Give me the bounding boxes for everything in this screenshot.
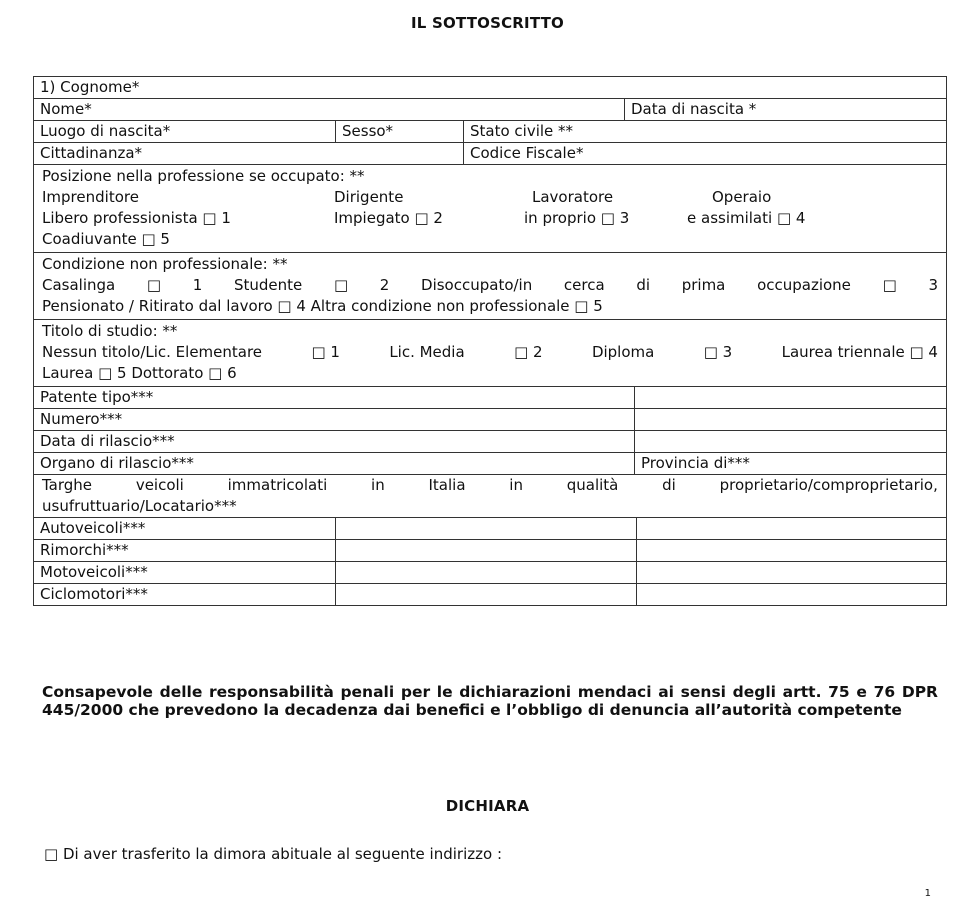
ciclomotori-label: Ciclomotori*** bbox=[34, 584, 336, 605]
row-numero bbox=[34, 409, 946, 431]
row-targhe bbox=[34, 475, 946, 518]
row-autoveicoli bbox=[34, 518, 946, 540]
row-titolo-studio bbox=[34, 320, 946, 387]
non-professionale-line-2[interactable]: Pensionato / Ritirato dal lavoro □ 4 Altra condizione non professionale □ 5 bbox=[42, 297, 603, 315]
autoveicoli-plate-2[interactable] bbox=[637, 518, 946, 539]
organo-rilascio-field[interactable]: Organo di rilascio*** bbox=[34, 453, 635, 474]
luogo-nascita-field[interactable]: Luogo di nascita* bbox=[34, 121, 336, 142]
provincia-field[interactable]: Provincia di*** bbox=[641, 454, 750, 472]
professione-line-1 bbox=[42, 187, 938, 208]
row-rimorchi bbox=[34, 540, 946, 562]
row-professione bbox=[34, 165, 946, 253]
page-number: 1 bbox=[924, 888, 931, 899]
word: qualità bbox=[566, 476, 619, 494]
word: Italia bbox=[428, 476, 466, 494]
stato-civile-field[interactable]: Stato civile ** bbox=[470, 122, 574, 140]
row-luogo bbox=[34, 121, 946, 143]
checkbox-icon[interactable]: □ bbox=[333, 276, 349, 294]
option-libero-professionista[interactable]: Libero professionista □ 1 bbox=[42, 209, 231, 227]
row-cittadinanza bbox=[34, 143, 946, 165]
motoveicoli-plate-2[interactable] bbox=[637, 562, 946, 583]
nome-field[interactable]: Nome* bbox=[34, 99, 625, 120]
non-professionale-block bbox=[34, 253, 946, 319]
label-operaio: Operaio bbox=[712, 188, 772, 206]
titolo-studio-block bbox=[34, 320, 946, 386]
motoveicoli-label: Motoveicoli*** bbox=[34, 562, 336, 583]
data-rilascio-value[interactable] bbox=[635, 431, 946, 452]
professione-line-2 bbox=[42, 208, 938, 229]
dichiara-heading: DICHIARA bbox=[445, 797, 530, 815]
option-impiegato[interactable]: Impiegato □ 2 bbox=[334, 209, 443, 227]
word: immatricolati bbox=[227, 476, 328, 494]
numero-value[interactable] bbox=[635, 409, 946, 430]
word: di bbox=[662, 476, 676, 494]
non-professionale-line-1 bbox=[42, 275, 938, 296]
row-organo-rilascio bbox=[34, 453, 946, 475]
option-diploma: Diploma bbox=[591, 343, 655, 361]
ciclomotori-plate-2[interactable] bbox=[637, 584, 946, 605]
cognome-field[interactable]: 1) Cognome* bbox=[40, 78, 140, 96]
ciclomotori-plate-1[interactable] bbox=[336, 584, 637, 605]
word: Studente bbox=[233, 276, 303, 294]
targhe-block bbox=[34, 475, 946, 517]
label-imprenditore: Imprenditore bbox=[42, 188, 139, 206]
option-nessun-titolo: Nessun titolo/Lic. Elementare bbox=[42, 343, 263, 361]
checkbox-3[interactable]: □ 3 bbox=[703, 343, 733, 361]
rimorchi-plate-2[interactable] bbox=[637, 540, 946, 561]
autoveicoli-plate-1[interactable] bbox=[336, 518, 637, 539]
data-rilascio-field[interactable]: Data di rilascio*** bbox=[34, 431, 635, 452]
word: 3 bbox=[928, 276, 938, 294]
word: occupazione bbox=[757, 276, 851, 294]
data-nascita-field[interactable]: Data di nascita * bbox=[631, 100, 757, 118]
word: in bbox=[371, 476, 385, 494]
declaration-paragraph: Consapevole delle responsabilità penali per le dichiarazioni mendaci ai sensi degli artt. 75 e 76 DPR 445/2000 che prevedono la decadenza dai benefici e l’obbligo di denuncia all’autorità competente bbox=[42, 683, 938, 719]
sesso-field[interactable]: Sesso* bbox=[336, 121, 464, 142]
word: prima bbox=[681, 276, 726, 294]
word: 1 bbox=[192, 276, 203, 294]
targhe-heading-line-1 bbox=[42, 475, 938, 496]
label-dirigente: Dirigente bbox=[334, 188, 404, 206]
row-non-professionale bbox=[34, 253, 946, 320]
word: Disoccupato/in bbox=[421, 276, 533, 294]
word: cerca bbox=[563, 276, 605, 294]
non-professionale-heading: Condizione non professionale: ** bbox=[42, 255, 288, 273]
checkbox-icon[interactable]: □ bbox=[146, 276, 162, 294]
form-title: IL SOTTOSCRITTO bbox=[411, 14, 564, 32]
checkbox-1[interactable]: □ 1 bbox=[311, 343, 340, 361]
rimorchi-plate-1[interactable] bbox=[336, 540, 637, 561]
word: veicoli bbox=[135, 476, 184, 494]
professione-block bbox=[34, 165, 946, 252]
row-data-rilascio bbox=[34, 431, 946, 453]
checkbox-icon[interactable]: □ bbox=[882, 276, 897, 294]
word: 2 bbox=[379, 276, 390, 294]
titolo-studio-line-1 bbox=[42, 342, 938, 363]
word: di bbox=[636, 276, 651, 294]
targhe-heading-line-2: usufruttuario/Locatario*** bbox=[42, 497, 237, 515]
rimorchi-label: Rimorchi*** bbox=[34, 540, 336, 561]
word: in bbox=[509, 476, 523, 494]
option-e-assimilati[interactable]: e assimilati □ 4 bbox=[687, 209, 806, 227]
patente-tipo-field[interactable]: Patente tipo*** bbox=[34, 387, 635, 408]
cittadinanza-field[interactable]: Cittadinanza* bbox=[34, 143, 464, 164]
titolo-studio-heading: Titolo di studio: ** bbox=[42, 322, 178, 340]
applicant-form bbox=[33, 76, 947, 606]
row-cognome bbox=[34, 77, 946, 99]
row-patente-tipo bbox=[34, 387, 946, 409]
word: Targhe bbox=[42, 476, 93, 494]
option-lic-media: Lic. Media bbox=[389, 343, 465, 361]
autoveicoli-label: Autoveicoli*** bbox=[34, 518, 336, 539]
row-motoveicoli bbox=[34, 562, 946, 584]
word: proprietario/comproprietario, bbox=[719, 476, 938, 494]
codice-fiscale-field[interactable]: Codice Fiscale* bbox=[470, 144, 584, 162]
row-ciclomotori bbox=[34, 584, 946, 605]
option-laurea-triennale[interactable]: Laurea triennale □ 4 bbox=[781, 343, 938, 361]
option-coadiuvante[interactable]: Coadiuvante □ 5 bbox=[42, 230, 170, 248]
option-dimora-checkbox[interactable]: □ Di aver trasferito la dimora abituale al seguente indirizzo : bbox=[44, 845, 502, 863]
motoveicoli-plate-1[interactable] bbox=[336, 562, 637, 583]
numero-field[interactable]: Numero*** bbox=[34, 409, 635, 430]
professione-heading: Posizione nella professione se occupato: ** bbox=[42, 167, 365, 185]
word: Casalinga bbox=[42, 276, 116, 294]
row-nome bbox=[34, 99, 946, 121]
patente-tipo-value[interactable] bbox=[635, 387, 946, 408]
option-in-proprio[interactable]: in proprio □ 3 bbox=[524, 209, 630, 227]
label-lavoratore: Lavoratore bbox=[532, 188, 614, 206]
titolo-studio-line-2[interactable]: Laurea □ 5 Dottorato □ 6 bbox=[42, 364, 237, 382]
checkbox-2[interactable]: □ 2 bbox=[514, 343, 543, 361]
